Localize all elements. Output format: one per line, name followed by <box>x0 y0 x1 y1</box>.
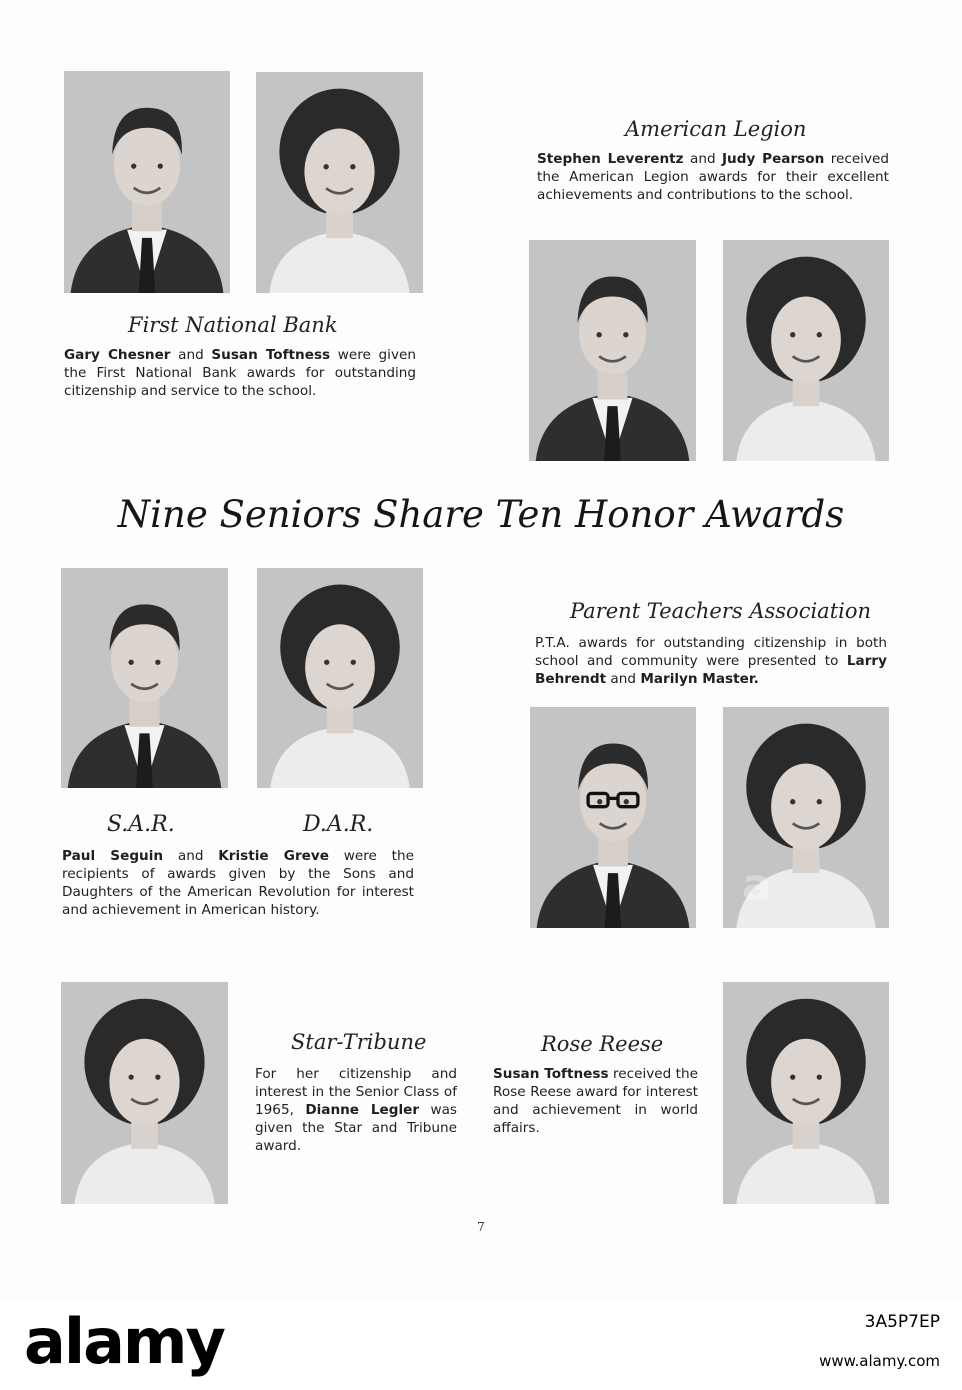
watermark-overlay: a <box>742 860 772 911</box>
photo-judy-pearson <box>723 240 889 461</box>
photo-gary-chesner <box>64 71 230 293</box>
name-judy-pearson: Judy Pearson <box>721 151 825 167</box>
photo-susan-toftness-2 <box>723 982 889 1204</box>
name-susan-toftness: Susan Toftness <box>211 347 331 363</box>
site-url: www.alamy.com <box>819 1352 940 1370</box>
caption-american-legion: Stephen Leverentz and Judy Pearson received the American Legion awards for their excellent achievements and contributions to the school. <box>537 151 889 203</box>
image-id: 3A5P7EP <box>864 1312 940 1332</box>
name-marilyn-master: Marilyn Master. <box>640 671 759 687</box>
heading-american-legion: American Legion <box>625 117 807 141</box>
heading-star-tribune: Star-Tribune <box>291 1030 427 1054</box>
heading-rose-reese: Rose Reese <box>541 1032 664 1056</box>
photo-kristie-greve <box>257 568 423 788</box>
heading-pta: Parent Teachers Association <box>570 599 872 623</box>
caption-star-tribune: For her citizenship and interest in the Senior Class of 1965, Dianne Legler was given the Star and Tribune award. <box>255 1066 457 1154</box>
photo-susan-toftness-1 <box>256 72 423 293</box>
heading-first-national-bank: First National Bank <box>128 313 338 337</box>
name-kristie-greve: Kristie Greve <box>218 848 329 864</box>
caption-sar-dar: Paul Seguin and Kristie Greve were the recipients of awards given by the Sons and Daughters of the American Revolution for interest and achievement in American history. <box>62 848 414 918</box>
name-dianne-legler: Dianne Legler <box>305 1102 420 1118</box>
name-paul-seguin: Paul Seguin <box>62 848 164 864</box>
brand-logo: alamy <box>24 1305 224 1378</box>
page-number: 7 <box>477 1220 485 1234</box>
photo-dianne-legler <box>61 982 228 1204</box>
caption-first-national-bank: Gary Chesner and Susan Toftness were given the First National Bank awards for outstanding citizenship and service to the school. <box>64 347 416 399</box>
heading-sar: S.A.R. <box>107 812 175 837</box>
photo-paul-seguin <box>61 568 228 788</box>
name-susan-toftness-2: Susan Toftness <box>493 1066 609 1082</box>
page-title: Nine Seniors Share Ten Honor Awards <box>117 493 845 536</box>
caption-pta: P.T.A. awards for outstanding citizenship in both school and community were presented to Larry Behrendt and Marilyn Master. <box>535 635 887 687</box>
name-gary-chesner: Gary Chesner <box>64 347 171 363</box>
heading-dar: D.A.R. <box>303 812 374 837</box>
name-larry-behrendt: Larry Behrendt <box>535 653 887 687</box>
name-stephen-leverentz: Stephen Leverentz <box>537 151 684 167</box>
photo-stephen-leverentz <box>529 240 696 461</box>
caption-rose-reese: Susan Toftness received the Rose Reese award for interest and achievement in world affairs. <box>493 1066 698 1136</box>
photo-larry-behrendt <box>530 707 696 928</box>
